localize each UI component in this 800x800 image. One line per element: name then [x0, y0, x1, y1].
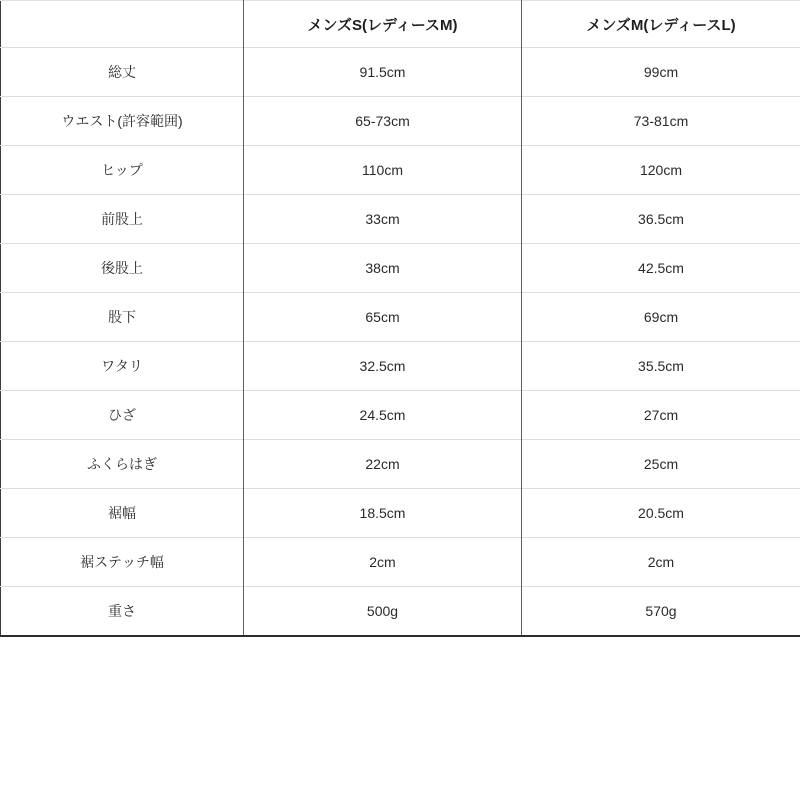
value-cell: 32.5cm — [244, 342, 522, 391]
row-label-cell: 裾幅 — [1, 489, 244, 538]
row-label-cell: 股下 — [1, 293, 244, 342]
table-row — [1, 293, 800, 342]
row-label-cell: ヒップ — [1, 146, 244, 195]
table-row — [1, 146, 800, 195]
value-cell: 570g — [522, 587, 800, 636]
row-label-cell: ふくらはぎ — [1, 440, 244, 489]
value-cell: 91.5cm — [244, 48, 522, 97]
size-table-header — [1, 1, 800, 48]
value-cell: 73-81cm — [522, 97, 800, 146]
value-cell: 18.5cm — [244, 489, 522, 538]
size-table-body — [1, 48, 800, 636]
table-row — [1, 244, 800, 293]
table-row — [1, 489, 800, 538]
table-row — [1, 391, 800, 440]
column-header-measurement — [1, 1, 244, 48]
value-cell: 35.5cm — [522, 342, 800, 391]
value-cell: 500g — [244, 587, 522, 636]
table-row — [1, 587, 800, 636]
value-cell: 2cm — [522, 538, 800, 587]
table-row — [1, 195, 800, 244]
value-cell: 38cm — [244, 244, 522, 293]
value-cell: 25cm — [522, 440, 800, 489]
value-cell: 65-73cm — [244, 97, 522, 146]
row-label-cell: ワタリ — [1, 342, 244, 391]
table-row — [1, 342, 800, 391]
value-cell: 24.5cm — [244, 391, 522, 440]
value-cell: 36.5cm — [522, 195, 800, 244]
value-cell: 120cm — [522, 146, 800, 195]
row-label-cell: ひざ — [1, 391, 244, 440]
value-cell: 20.5cm — [522, 489, 800, 538]
table-row — [1, 440, 800, 489]
header-row — [1, 1, 800, 48]
value-cell: 110cm — [244, 146, 522, 195]
value-cell: 69cm — [522, 293, 800, 342]
column-header-mens-s: メンズS(レディースM) — [244, 1, 522, 48]
value-cell: 65cm — [244, 293, 522, 342]
table-row — [1, 48, 800, 97]
row-label-cell: 裾ステッチ幅 — [1, 538, 244, 587]
row-label-cell: 前股上 — [1, 195, 244, 244]
value-cell: 99cm — [522, 48, 800, 97]
column-header-mens-m: メンズM(レディースL) — [522, 1, 800, 48]
value-cell: 33cm — [244, 195, 522, 244]
table-row — [1, 97, 800, 146]
value-cell: 2cm — [244, 538, 522, 587]
row-label-cell: 後股上 — [1, 244, 244, 293]
value-cell: 42.5cm — [522, 244, 800, 293]
row-label-cell: 総丈 — [1, 48, 244, 97]
value-cell: 22cm — [244, 440, 522, 489]
table-row — [1, 538, 800, 587]
row-label-cell: 重さ — [1, 587, 244, 636]
row-label-cell: ウエスト(許容範囲) — [1, 97, 244, 146]
value-cell: 27cm — [522, 391, 800, 440]
